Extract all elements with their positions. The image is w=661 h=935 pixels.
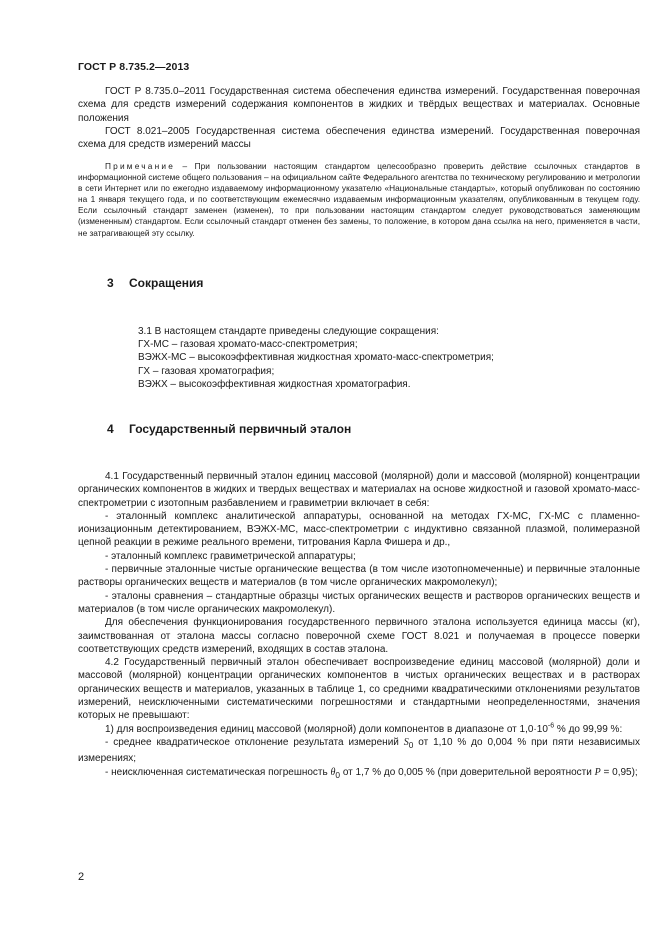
- list-item: - эталонный комплекс гравиметрической аппаратуры;: [105, 550, 356, 562]
- abbreviation-item: ГХ-МС – газовая хромато-масс-спектрометрия;: [138, 339, 358, 351]
- page-number: 2: [78, 871, 85, 883]
- paragraph-mass-unit: Для обеспечения функционирования государственного первичного эталона используется единица массы (кг), заимствованная от эталона массы согласно поверочной схеме ГОСТ 8.021 и получаемая в процессе поверки соответствующих средств измерений, входящих в состав эталона.: [78, 617, 640, 655]
- abbreviations-intro: 3.1 В настоящем стандарте приведены следующие сокращения:: [138, 326, 439, 337]
- note-label: Примечание: [105, 161, 176, 171]
- normative-references: [78, 85, 640, 151]
- reference-item: ГОСТ 8.021–2005 Государственная система обеспечения единства измерений. Государственная поверочная схема для средств измерений массы: [78, 125, 640, 151]
- abbreviation-item: ГХ – газовая хроматография;: [138, 365, 275, 377]
- list-item-sko: - среднее квадратическое отклонение результата измерений $S_0$ от 1,10 % до 0,004 % при пяти независимых измерениях;: [78, 736, 640, 765]
- document-code-header: ГОСТ Р 8.735.2—2013: [78, 61, 190, 73]
- section-4-heading: [107, 422, 351, 436]
- note-text: – При пользовании настоящим стандартом целесообразно проверить действие ссылочных стандартов в информационной системе общего пользования – на официальном сайте Федерального агентства по техническому регулированию и метрологии в сети Интернет или по ежегодно издаваемому информационному указателю «Национальные стандарты», который опубликован по состоянию на 1 января текущего года, и по соответствующим ежемесячно издаваемым информационным указателям, опубликованным в текущем году. Если ссылочный стандарт заменен (изменен), то при пользовании настоящим стандартом следует руководствоваться заменяющим (измененным) стандартом. Если ссылочный стандарт отменен без замены, то положение, в котором дана ссылка на него, применяется в части, не затрагивающей эту ссылку.: [78, 161, 640, 238]
- list-item-1: 1) для воспроизведения единиц массовой (молярной) доли компонентов в диапазоне от $1,0\cdot 10^{-6}$ % до 99,99 %:: [105, 722, 623, 735]
- list-item-nsp: - неисключенная систематическая погрешность $\theta_0$ от 1,7 % до 0,005 % (при доверительной вероятности P = 0,95);: [105, 766, 638, 780]
- list-item: - эталоны сравнения – стандартные образцы чистых органических веществ и растворов органических веществ и материалов (в том числе органических макромолекул).: [78, 590, 640, 615]
- list-item: - первичные эталонные чистые органические вещества (в том числе изотопномеченные) и первичные эталонные растворы органических веществ и материалов (в том числе органических макромолекул);: [78, 564, 640, 589]
- abbreviations-list: [138, 325, 494, 391]
- list-item: - эталонный комплекс аналитической аппаратуры, основанной на методах ГХ-МС, ГХ-МС с пламенно-ионизационным детектированием, ВЭЖХ-МС, масс-спектрометрии с индуктивно связанной плазмой, полимеразной цепной реакции в режиме реального времени, титрования Карла Фишера и др.,: [78, 510, 640, 549]
- abbreviation-item: ВЭЖХ-МС – высокоэффективная жидкостная хромато-масс-спектрометрия;: [138, 352, 494, 364]
- abbreviation-item: ВЭЖХ – высокоэффективная жидкостная хроматография.: [138, 378, 411, 390]
- section-number: 3: [107, 276, 114, 290]
- reference-item: ГОСТ Р 8.735.0–2011 Государственная система обеспечения единства измерений. Государственная поверочная схема для средств измерений содержания компонентов в жидких и твёрдых веществах и материалах. Основные положения: [78, 86, 640, 124]
- section-4-body: [78, 470, 640, 782]
- section-3-heading: [107, 276, 203, 290]
- paragraph-4-1: 4.1 Государственный первичный эталон единиц массовой (молярной) доли и массовой (молярной) концентрации органических компонентов в жидких и твердых веществах и материалах на основе жидкостной и газовой хромато-масс-спектрометрии с изотопным разбавлением и гравиметрии включает в себя:: [78, 471, 640, 509]
- section-title: Сокращения: [129, 276, 204, 290]
- section-number: 4: [107, 422, 114, 436]
- note-block: [78, 161, 640, 239]
- section-title: Государственный первичный эталон: [129, 422, 352, 436]
- paragraph-4-2: 4.2 Государственный первичный эталон обеспечивает воспроизведение единиц массовой (молярной) доли и массовой (молярной) концентрации органических компонентов в чистых органических веществах и в растворах органических веществ и материалов, указанных в таблице 1, со средними квадратическими отклонениями результатов измерений, неисключенными систематическими погрешностями и стандартными неопределенностями, значения которых не превышают:: [78, 657, 640, 722]
